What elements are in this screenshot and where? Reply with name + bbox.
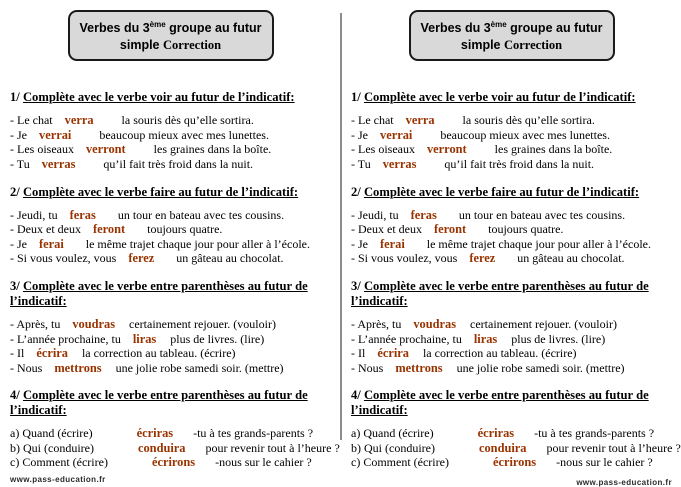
line-prefix-text: - L’année prochaine, tu [351,331,462,346]
section-heading-text: Complète avec le verbe voir au futur de l’indicatif: [22,90,295,105]
line-suffix-text: beaucoup mieux avec mes lunettes. [99,127,269,142]
worksheet-column-left [10,0,340,485]
answer-text: verrai [380,127,413,142]
line-suffix-text: la souris dès qu’elle sortira. [121,113,254,128]
line-suffix-text: pour revenir tout à l’heure ? [546,440,681,455]
line-suffix-text: -tu à tes grands-parents ? [534,426,655,441]
section-number: 2/ [10,184,23,199]
exercise-line [351,237,672,252]
line-prefix-text: - Il [10,346,25,361]
title-box [409,10,615,61]
answer-text: voudras [72,316,116,331]
line-prefix-text: - Nous [10,360,43,375]
line-suffix-text: une jolie robe samedi soir. (mettre) [456,360,625,375]
line-prefix-text: - Tu [351,156,371,171]
line-prefix-text: - Jeudi, tu [10,207,58,222]
exercise-section [351,185,672,266]
answer-text: feront [92,222,126,237]
exercise-line [10,157,331,172]
column-divider-line [340,13,342,440]
answer-text: voudras [413,316,457,331]
answer-text: verra [405,113,435,128]
section-lines [351,426,681,470]
line-suffix-text: plus de livres. (lire) [511,331,606,346]
line-suffix-text: une jolie robe samedi soir. (mettre) [115,360,284,375]
line-prefix-text: a) Quand (écrire) [10,426,93,441]
line-suffix-text: un gâteau au chocolat. [517,251,625,266]
answer-text: écriras [136,426,174,441]
title-line2: simple Correction [119,38,222,53]
exercise-line [10,440,340,456]
exercise-line [10,361,331,376]
line-prefix-text: - Après, tu [10,316,61,331]
answer-text: ferez [128,251,155,266]
answer-text: écrira [36,346,68,361]
exercise-line [10,346,331,361]
line-prefix-text: - Je [10,127,27,142]
line-suffix-text: -tu à tes grands-parents ? [193,426,314,441]
line-prefix-text: - Le chat [351,113,394,128]
line-prefix-text: - Après, tu [351,316,402,331]
exercise-section [351,388,681,470]
answer-text: conduira [137,440,186,455]
section-heading-text: Complète avec le verbe entre parenthèses au futur de l’indicatif: [351,278,649,308]
section-lines [10,426,340,470]
line-prefix-text: c) Comment (écrire) [10,455,108,470]
section-heading-text: Complète avec le verbe faire au futur de l’indicatif: [363,184,640,199]
exercise-section [10,279,331,375]
exercise-line [10,251,331,266]
footer-url: www.pass-education.fr [10,475,106,485]
section-lines [10,113,331,171]
section-number: 4/ [351,388,364,403]
footer-url: www.pass-education.fr [576,478,672,487]
answer-text: mettrons [54,360,102,375]
correction-label: Correction [162,38,222,53]
line-prefix-text: - L’année prochaine, tu [10,331,121,346]
line-suffix-text: -nous sur le cahier ? [556,455,653,470]
line-suffix-text: qu’il fait très froid dans la nuit. [444,156,595,171]
exercise-line [351,361,672,376]
line-suffix-text: toujours quatre. [488,222,564,237]
line-suffix-text: le même trajet chaque jour pour aller à l’école. [426,236,651,251]
exercise-line [351,157,672,172]
exercise-line [351,142,672,157]
worksheet-column-right [351,0,681,487]
exercise-line [10,317,331,332]
answer-text: feront [433,222,467,237]
exercise-line [351,113,672,128]
line-suffix-text: la correction au tableau. (écrire) [81,346,236,361]
correction-label: Correction [503,38,563,53]
answer-text: verront [85,142,126,157]
line-suffix-text: pour revenir tout à l’heure ? [205,440,340,455]
section-lines [10,208,331,266]
exercise-line [10,142,331,157]
line-suffix-text: beaucoup mieux avec mes lunettes. [440,127,610,142]
line-prefix-text: - Jeudi, tu [351,207,399,222]
line-suffix-text: un gâteau au chocolat. [176,251,284,266]
section-heading [351,279,672,309]
answer-text: feras [410,207,437,222]
title-line1: Verbes du 3ème groupe au futur [420,20,603,36]
line-suffix-text: certainement rejouer. (vouloir) [470,316,617,331]
section-lines [351,317,672,375]
section-lines [351,208,672,266]
ordinal-superscript: ème [490,20,507,29]
section-heading [351,90,672,105]
line-prefix-text: - Deux et deux [351,222,422,237]
line-suffix-text: plus de livres. (lire) [170,331,265,346]
answer-text: verras [382,156,417,171]
exercise-line [351,128,672,143]
line-suffix-text: un tour en bateau avec tes cousins. [458,207,626,222]
section-heading [351,388,672,418]
line-prefix-text: a) Quand (écrire) [351,426,434,441]
section-heading [351,185,672,200]
answer-text: verront [426,142,467,157]
line-suffix-text: qu’il fait très froid dans la nuit. [103,156,254,171]
line-prefix-text: - Les oiseaux [10,142,74,157]
exercise-section [10,90,331,171]
section-lines [351,113,672,171]
exercise-line [10,455,331,470]
sections-container [351,77,681,470]
answer-text: écrira [377,346,409,361]
line-prefix-text: c) Comment (écrire) [351,455,449,470]
section-number: 3/ [10,278,23,293]
line-prefix-text: - Si vous voulez, vous [10,251,117,266]
exercise-section [10,388,340,470]
exercise-line [351,426,672,441]
section-number: 2/ [351,184,364,199]
section-heading-text: Complète avec le verbe entre parenthèses au futur de l’indicatif: [10,388,308,418]
exercise-line [351,317,672,332]
answer-text: feras [69,207,96,222]
answer-text: écriras [477,426,515,441]
answer-text: verrai [39,127,72,142]
section-number: 1/ [351,90,364,105]
line-prefix-text: - Le chat [10,113,53,128]
line-prefix-text: b) Qui (conduire) [351,440,435,455]
line-suffix-text: la correction au tableau. (écrire) [422,346,577,361]
line-prefix-text: - Tu [10,156,30,171]
section-heading-text: Complète avec le verbe entre parenthèses au futur de l’indicatif: [10,278,308,308]
section-number: 3/ [351,278,364,293]
line-suffix-text: les graines dans la boîte. [153,142,272,157]
answer-text: ferai [380,236,405,251]
answer-text: ferez [469,251,496,266]
line-prefix-text: - Les oiseaux [351,142,415,157]
section-heading [10,185,331,200]
line-suffix-text: la souris dès qu’elle sortira. [462,113,595,128]
line-prefix-text: b) Qui (conduire) [10,440,94,455]
answer-text: écrirons [151,455,196,470]
line-prefix-text: - Nous [351,360,384,375]
exercise-line [10,332,331,347]
title-box [68,10,274,61]
answer-text: ferai [39,236,64,251]
sections-container [10,77,340,470]
ordinal-superscript: ème [149,20,166,29]
section-heading [10,90,331,105]
exercise-line [10,113,331,128]
section-lines [10,317,331,375]
exercise-line [10,237,331,252]
exercise-line [351,455,672,470]
section-number: 4/ [10,388,23,403]
exercise-line [10,128,331,143]
exercise-line [351,440,681,456]
title-line2: simple Correction [460,38,563,53]
section-heading [10,279,331,309]
exercise-line [351,222,672,237]
line-suffix-text: -nous sur le cahier ? [215,455,312,470]
line-prefix-text: - Je [351,236,368,251]
answer-text: écrirons [492,455,537,470]
exercise-line [351,251,672,266]
section-heading-text: Complète avec le verbe voir au futur de l’indicatif: [363,90,636,105]
line-prefix-text: - Je [10,236,27,251]
section-heading [10,388,331,418]
answer-text: verras [41,156,76,171]
line-prefix-text: - Il [351,346,366,361]
exercise-line [10,208,331,223]
section-number: 1/ [10,90,23,105]
line-prefix-text: - Deux et deux [10,222,81,237]
exercise-section [10,185,331,266]
exercise-line [351,346,672,361]
line-prefix-text: - Je [351,127,368,142]
section-heading-text: Complète avec le verbe entre parenthèses au futur de l’indicatif: [351,388,649,418]
exercise-line [10,222,331,237]
line-suffix-text: le même trajet chaque jour pour aller à l’école. [85,236,310,251]
line-suffix-text: certainement rejouer. (vouloir) [129,316,276,331]
exercise-section [351,279,672,375]
answer-text: liras [132,331,157,346]
line-suffix-text: toujours quatre. [147,222,223,237]
line-prefix-text: - Si vous voulez, vous [351,251,458,266]
answer-text: mettrons [395,360,443,375]
exercise-line [351,208,672,223]
line-suffix-text: les graines dans la boîte. [494,142,613,157]
title-line1: Verbes du 3ème groupe au futur [79,20,262,36]
exercise-section [351,90,672,171]
exercise-line [351,332,672,347]
answer-text: liras [473,331,498,346]
exercise-line [10,426,331,441]
answer-text: conduira [478,440,527,455]
line-suffix-text: un tour en bateau avec tes cousins. [117,207,285,222]
answer-text: verra [64,113,94,128]
section-heading-text: Complète avec le verbe faire au futur de l’indicatif: [22,184,299,199]
